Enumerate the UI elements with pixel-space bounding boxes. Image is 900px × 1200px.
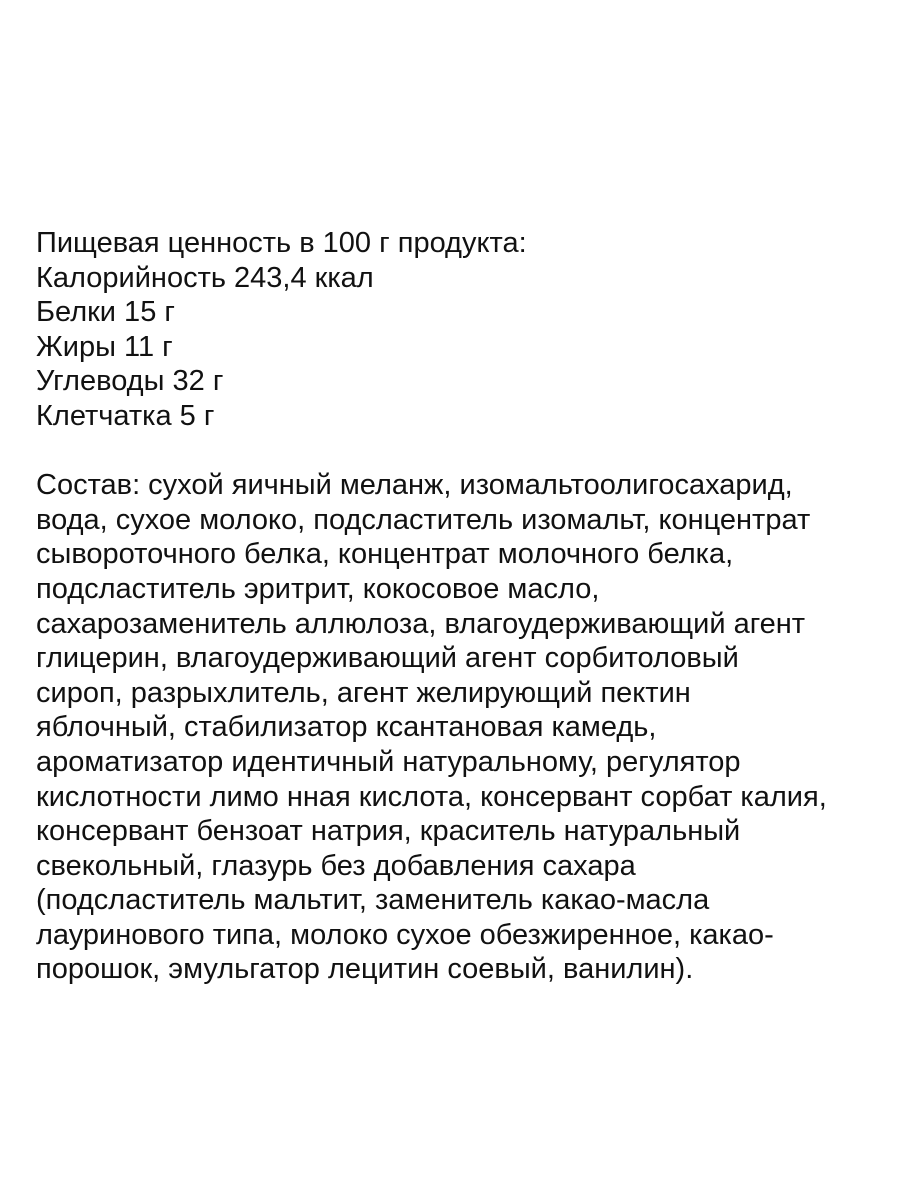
ingredients-line: кислотности лимо нная кислота, консервант сорбат калия, [36,780,827,813]
ingredients-line: свекольный, глазурь без добавления сахара [36,849,636,882]
ingredients-line: сироп, разрыхлитель, агент желирующий пектин [36,676,691,709]
product-info-document [36,226,886,987]
nutrition-calories: Калорийность 243,4 ккал [36,261,374,294]
ingredients-line: яблочный, стабилизатор ксантановая камедь, [36,711,657,744]
ingredients-line: лауринового типа, молоко сухое обезжиренное, какао- [36,918,774,951]
nutrition-fiber: Клетчатка 5 г [36,399,215,432]
ingredients-line: (подсластитель мальтит, заменитель какао-масла [36,884,710,917]
nutrition-carbohydrates: Углеводы 32 г [36,365,224,398]
ingredients-line: ароматизатор идентичный натуральному, регулятор [36,745,741,778]
ingredients-line: консервант бензоат натрия, краситель натуральный [36,815,741,848]
ingredients-line: Состав: сухой яичный меланж, изомальтоолигосахарид, [36,469,793,502]
ingredients-line: сывороточного белка, концентрат молочного белка, [36,538,734,571]
ingredients-block [36,468,886,987]
nutrition-heading: Пищевая ценность в 100 г продукта: [36,227,527,259]
ingredients-line: сахарозаменитель аллюлоза, влагоудерживающий агент [36,607,806,640]
nutrition-protein: Белки 15 г [36,296,175,329]
ingredients-line: порошок, эмульгатор лецитин соевый, ванилин). [36,953,694,986]
nutrition-facts-block [36,226,886,434]
nutrition-fat: Жиры 11 г [36,330,173,363]
ingredients-line: подсластитель эритрит, кокосовое масло, [36,572,600,605]
ingredients-line: вода, сухое молоко, подсластитель изомальт, концентрат [36,503,811,536]
ingredients-line: глицерин, влагоудерживающий агент сорбитоловый [36,642,739,675]
